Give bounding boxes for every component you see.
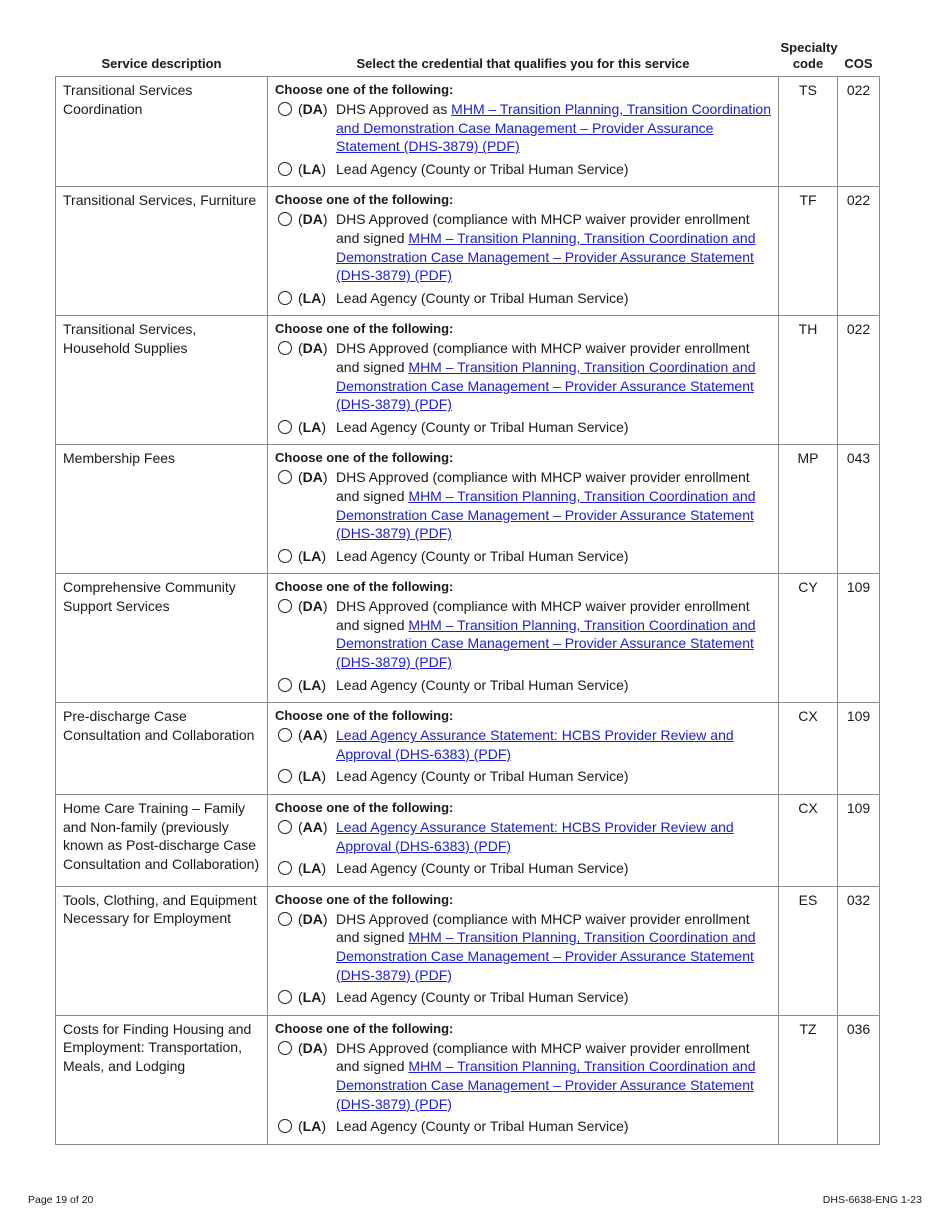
credential-option [275,859,771,878]
specialty-code: TH [779,316,838,445]
option-description: Lead Agency (County or Tribal Human Service) [336,1118,629,1135]
service-description: Costs for Finding Housing and Employment: Transportation, Meals, and Lodging [56,1015,268,1144]
option-code-label: LA [302,160,322,177]
option-description: Lead Agency (County or Tribal Human Service) [336,768,629,785]
choose-instruction: Choose one of the following: [275,579,454,595]
option-code: (AA) [298,819,328,836]
service-description: Transitional Services, Household Supplies [56,316,268,445]
credential-option [275,210,771,284]
service-description: Home Care Training – Family and Non-family (previously known as Post-discharge Case Consultation and Collaboration) [56,795,268,887]
option-description: Lead Agency (County or Tribal Human Service) [336,418,629,435]
option-text [336,1117,771,1136]
cos-code: 022 [838,77,880,187]
option-code-label: DA [302,469,323,486]
option-code: (DA) [298,910,328,927]
option-text [336,988,771,1007]
credential-cell [268,316,779,445]
service-description: Pre-discharge Case Consultation and Collaboration [56,703,268,795]
option-code: (DA) [298,598,328,615]
credential-option [275,676,771,695]
cos-code: 109 [838,795,880,887]
credential-cell [268,1015,779,1144]
option-text [336,289,771,308]
credential-option [275,418,771,437]
cos-code: 032 [838,886,880,1015]
specialty-code: CX [779,703,838,795]
radio-button[interactable] [278,470,292,484]
option-code-label: LA [302,547,322,564]
option-code: (LA) [298,289,327,306]
option-code-label: LA [302,860,322,877]
option-text [336,547,771,566]
option-description: DHS Approved (compliance with MHCP waiver provider enrollment and signed [336,598,750,633]
radio-button[interactable] [278,769,292,783]
cos-code: 022 [838,187,880,316]
table-row [56,445,880,574]
provider-assurance-link[interactable]: MHM – Transition Planning, Transition Coordination and Demonstration Case Management – Provider Assurance Statement (DHS-3879) (PDF) [336,229,756,284]
option-code-label: DA [302,340,323,357]
credential-option [275,547,771,566]
credential-cell [268,795,779,887]
option-text [336,468,771,542]
radio-button[interactable] [278,102,292,116]
credential-option [275,597,771,671]
radio-button[interactable] [278,162,292,176]
provider-assurance-link[interactable]: MHM – Transition Planning, Transition Coordination and Demonstration Case Management – Provider Assurance Statement (DHS-3879) (PDF) [336,101,771,155]
radio-button[interactable] [278,728,292,742]
header-specialty-code: Specialty code [780,40,838,71]
choose-instruction: Choose one of the following: [275,1020,454,1036]
service-description: Transitional Services Coordination [56,77,268,187]
table-row [56,77,880,187]
option-text [336,160,771,179]
option-code: (DA) [298,340,328,357]
cos-code: 022 [838,316,880,445]
option-code-label: LA [302,676,322,693]
option-code-label: DA [302,101,323,117]
radio-button[interactable] [278,291,292,305]
credential-option [275,910,771,984]
option-description: DHS Approved (compliance with MHCP waiver provider enrollment and signed [336,211,750,246]
option-text [336,418,771,437]
cos-code: 109 [838,703,880,795]
choose-instruction: Choose one of the following: [275,450,454,466]
radio-button[interactable] [278,912,292,926]
option-code-label: LA [302,989,322,1006]
service-description: Comprehensive Community Support Services [56,574,268,703]
service-description: Tools, Clothing, and Equipment Necessary for Employment [56,886,268,1015]
radio-button[interactable] [278,420,292,434]
option-description: Lead Agency (County or Tribal Human Service) [336,860,629,877]
provider-assurance-link[interactable]: MHM – Transition Planning, Transition Coordination and Demonstration Case Management – Provider Assurance Statement (DHS-3879) (PDF) [336,1058,756,1112]
specialty-code: TZ [779,1015,838,1144]
table-row [56,574,880,703]
credential-option [275,100,771,156]
option-code-label: DA [302,910,323,927]
credential-option [275,160,771,179]
option-text [336,859,771,878]
option-code: (LA) [298,989,327,1006]
credential-option [275,468,771,542]
option-code: (LA) [298,676,327,693]
specialty-code: CX [779,795,838,887]
radio-button[interactable] [278,599,292,613]
table-row [56,886,880,1015]
option-code: (LA) [298,160,327,177]
option-code: (LA) [298,860,327,877]
option-text [336,910,771,984]
credential-option [275,767,771,786]
option-code-label: LA [302,1118,322,1135]
option-description: DHS Approved (compliance with MHCP waiver provider enrollment and signed [336,910,750,946]
provider-assurance-link[interactable]: MHM – Transition Planning, Transition Coordination and Demonstration Case Management – Provider Assurance Statement (DHS-3879) (PDF) [336,487,756,542]
specialty-code: CY [779,574,838,703]
credential-cell [268,77,779,187]
specialty-code: ES [779,886,838,1015]
provider-assurance-link[interactable]: Lead Agency Assurance Statement: HCBS Provider Review and Approval (DHS-6383) (PDF) [336,819,734,854]
credential-option [275,726,771,763]
cos-code: 036 [838,1015,880,1144]
provider-assurance-link[interactable]: Lead Agency Assurance Statement: HCBS Provider Review and Approval (DHS-6383) (PDF) [336,727,734,762]
option-text [336,726,771,763]
provider-assurance-link[interactable]: MHM – Transition Planning, Transition Coordination and Demonstration Case Management – Provider Assurance Statement (DHS-3879) (PDF) [336,616,756,671]
table-row [56,703,880,795]
option-description: Lead Agency (County or Tribal Human Service) [336,547,629,564]
option-text [336,100,771,156]
choose-instruction: Choose one of the following: [275,800,454,816]
cos-code: 043 [838,445,880,574]
credential-option [275,1039,771,1113]
credential-option [275,289,771,308]
choose-instruction: Choose one of the following: [275,82,454,97]
option-text [336,210,771,284]
option-description: DHS Approved (compliance with MHCP waiver provider enrollment and signed [336,340,750,375]
specialty-code: MP [779,445,838,574]
option-text [336,818,771,855]
credential-option [275,339,771,413]
credential-cell [268,574,779,703]
radio-button[interactable] [278,1119,292,1133]
option-code: (LA) [298,1118,327,1135]
header-cos: COS [844,56,873,71]
option-text [336,676,771,695]
option-code-label: LA [302,289,322,306]
page-number: Page 19 of 20 [28,1194,94,1206]
option-code-label: DA [302,1039,323,1056]
option-code: (AA) [298,727,328,744]
radio-button[interactable] [278,861,292,875]
table-row [56,316,880,445]
credential-option [275,988,771,1007]
table-row [56,187,880,316]
radio-button[interactable] [278,341,292,355]
credential-cell [268,886,779,1015]
option-code: (DA) [298,1039,328,1056]
credential-cell [268,703,779,795]
option-text [336,1039,771,1113]
option-code: (LA) [298,418,327,435]
choose-instruction: Choose one of the following: [275,192,454,208]
service-description: Membership Fees [56,445,268,574]
services-table [55,40,880,1145]
radio-button[interactable] [278,212,292,226]
table-header-row [56,40,880,77]
option-code: (DA) [298,469,328,486]
radio-button[interactable] [278,820,292,834]
option-description: DHS Approved as [336,101,452,117]
option-code: (LA) [298,768,327,785]
radio-button[interactable] [278,990,292,1004]
option-code-label: AA [302,727,323,744]
provider-assurance-link[interactable]: MHM – Transition Planning, Transition Coordination and Demonstration Case Management – Provider Assurance Statement (DHS-3879) (PDF) [336,929,756,983]
provider-assurance-link[interactable]: MHM – Transition Planning, Transition Coordination and Demonstration Case Management – Provider Assurance Statement (DHS-3879) (PDF) [336,358,756,413]
option-code-label: DA [302,211,323,228]
table-row [56,1015,880,1144]
option-code-label: LA [302,418,322,435]
cos-code: 109 [838,574,880,703]
option-code-label: DA [302,598,323,615]
form-number: DHS-6638-ENG 1-23 [822,1194,922,1206]
option-description: Lead Agency (County or Tribal Human Service) [336,160,629,177]
option-description: Lead Agency (County or Tribal Human Service) [336,989,629,1006]
header-service-description: Service description [101,56,222,71]
specialty-code: TS [779,77,838,187]
option-code: (DA) [298,211,328,228]
option-description: DHS Approved (compliance with MHCP waiver provider enrollment and signed [336,469,750,504]
option-text [336,767,771,786]
option-code-label: AA [302,819,323,836]
service-description: Transitional Services, Furniture [56,187,268,316]
credential-cell [268,187,779,316]
option-description: Lead Agency (County or Tribal Human Service) [336,676,629,693]
option-description: DHS Approved (compliance with MHCP waiver provider enrollment and signed [336,1039,750,1075]
credential-cell [268,445,779,574]
radio-button[interactable] [278,549,292,563]
option-text [336,339,771,413]
radio-button[interactable] [278,678,292,692]
table-row [56,795,880,887]
credential-option [275,818,771,855]
option-description: Lead Agency (County or Tribal Human Service) [336,289,629,306]
option-code-label: LA [302,768,322,785]
option-text [336,597,771,671]
option-code: (LA) [298,547,327,564]
table-body [56,77,880,1145]
choose-instruction: Choose one of the following: [275,321,454,337]
credential-option [275,1117,771,1136]
header-credential: Select the credential that qualifies you for this service [356,56,690,71]
choose-instruction: Choose one of the following: [275,891,454,907]
option-code: (DA) [298,101,328,117]
radio-button[interactable] [278,1041,292,1055]
specialty-code: TF [779,187,838,316]
choose-instruction: Choose one of the following: [275,708,454,724]
